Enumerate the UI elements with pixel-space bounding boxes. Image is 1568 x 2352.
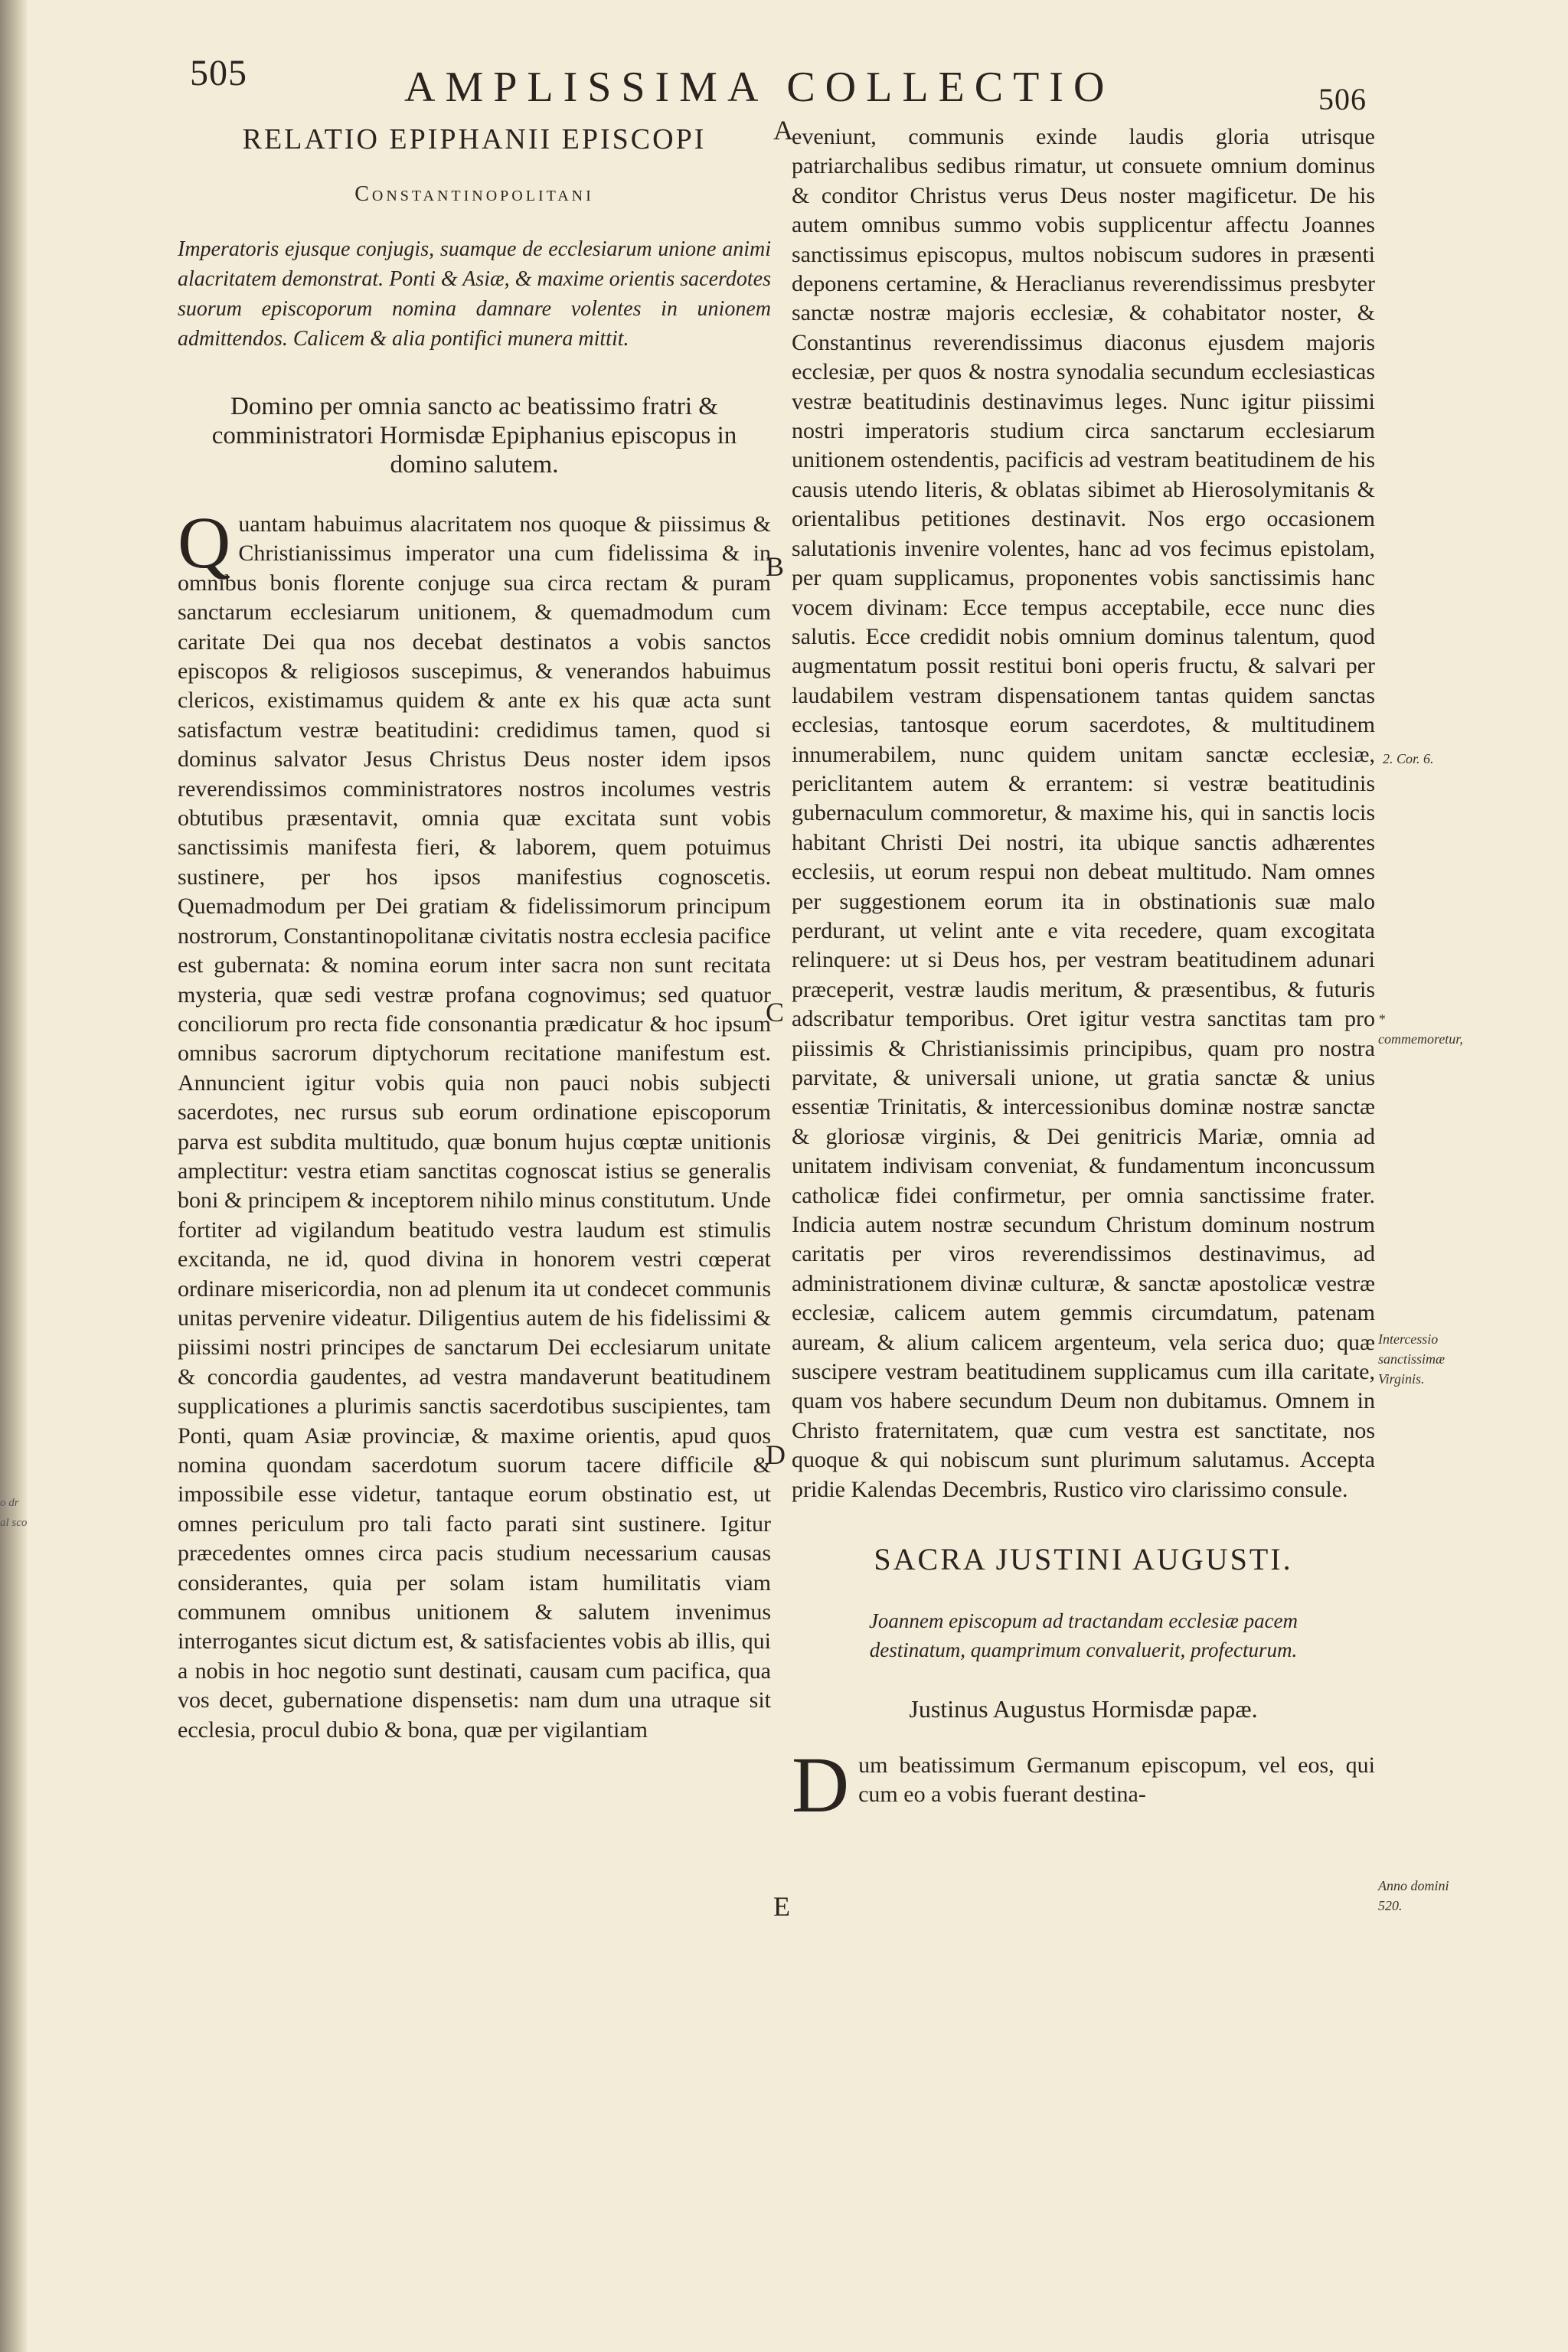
gutter-note: o dr al sco xyxy=(0,1497,28,1529)
left-column xyxy=(178,113,771,1745)
drop-cap-2: D xyxy=(792,1741,850,1830)
book-gutter xyxy=(0,0,28,2352)
margin-note-commemoretur: * commemoretur, xyxy=(1378,1011,1463,1047)
section-subtitle: Constantinopolitani xyxy=(354,182,594,206)
section-title: RELATIO EPIPHANII EPISCOPI xyxy=(242,123,707,155)
section-letter-b: B xyxy=(766,551,785,582)
margin-note-cor: 2. Cor. 6. xyxy=(1383,751,1434,766)
section2-body xyxy=(792,1741,1375,1830)
page-number-left: 505 xyxy=(190,53,247,93)
letter-body-left xyxy=(178,501,771,1745)
section-letter-a: A xyxy=(773,115,793,145)
running-title: AMPLISSIMA COLLECTIO xyxy=(404,64,1115,111)
page-header xyxy=(0,52,1568,116)
section2-salutation: Justinus Augustus Hormisdæ papæ. xyxy=(909,1695,1258,1723)
section-letter-e: E xyxy=(773,1891,790,1922)
drop-cap: Q xyxy=(178,501,231,583)
section2-text: um beatissimum Germanum episcopum, vel eos, qui cum eo a vobis fuerant destina- xyxy=(858,1753,1375,1808)
letter-text-right: eveniunt, communis exinde laudis gloria utrisque patriarchalibus sedibus rimatur, ut consuete omnium dominus & conditor Christus verus Deus noster magificetur. De his autem omnibus summo vobis supplicentur affectu Joannes sanctissimus episcopus, multos nobiscum sudores in præsenti deponens certamine, & Heraclianus reverendissimus presbyter sanctæ nostræ majoris ecclesiæ, & cohabitator noster, & Constantinus reverendissimus diaconus ejusdem majoris ecclesiæ, per quos & nostra synodalia secundum ecclesiasticas vestræ beatitudinis destinavimus leges. Nunc igitur piissimi nostri imperatoris studium circa sanctarum ecclesiarum unitionem ostendentis, pacificis ad vestram beatitudinem de his causis utendo literis, & oblatas sibimet ab Hierosolymitanis & orientalibus petitiones destinavit. Nos ergo occasionem salutationis invenire volentes, hanc ad vos fecimus epistolam, per quam supplicamus, proponentes vobis sanctissimis hanc vocem divinam: Ecce tempus acceptabile, ecce nunc dies salutis. Ecce credidit nobis omnium dominus talentum, quod augmentatum possit restitui boni operis fructu, & salvari per laudabilem vestram dispensationem tantas quidem sanctas ecclesias, tantosque eorum sacerdotes, & multitudinem innumerabilem, nunc quidem unitam sanctæ ecclesiæ, periclitantem autem & errantem: si vestræ beatitudinis gubernaculum commoretur, & maxime his, qui in sanctis locis habitant Christi Dei nostri, ita ubique sanctis adhærentes ecclesiis, ut eorum respui non debeat multitudo. Nam omnes per suggestionem eorum ita in obstinationis suæ malo perdurant, ut velint ante e vita recedere, quam excogitata relinquere: ut si Deus hos, per vestram beatitudinem adunari præceperit, vestræ laudis meritum, & præsentibus, & futuris adscribatur temporibus. Oret igitur vestra sanctitas tam pro piissimis & Christianissimis principibus, quam pro nostra parvitate, & universali unione, ut gratia sanctæ & unius essentiæ Trinitatis, & intercessionibus dominæ nostræ sanctæ & gloriosæ virginis, & Dei genitricis Mariæ, omnia ad unitatem indivisam conveniat, & fundamentum inconcussum catholicæ fidei confirmetur, per omnia sanctissime frater. Indicia autem nostræ secundum Christum dominum nostrum caritatis per viros reverendissimos destinavimus, ad administrationem divinæ culturæ, & sanctæ apostolicæ vestræ ecclesiæ, calicem autem gemmis circumdatum, patenam auream, & alium calicem argenteum, vela serica duo; quæ suscipere vestram beatitudinem supplicamus cum illa caritate, quam vos habere secundum Deum non dubitamus. Omnem in Christo fraternitatem, quæ cum vestra est sanctitate, nos quoque & qui nobiscum sunt plurimum salutamus. Accepta pridie Kalendas Decembris, Rustico viro clarissimo consule. xyxy=(792,124,1375,1502)
right-column xyxy=(792,113,1375,1830)
section-letter-c: C xyxy=(766,997,785,1027)
section2-argument: Joannem episcopum ad tractandam ecclesiæ pacem destinatum, quamprimum convaluerit, profecturum. xyxy=(868,1609,1298,1662)
section-letter-d: D xyxy=(766,1439,786,1470)
letter-text-left: uantam habuimus alacritatem nos quoque & piissimus & Christianissimus imperator una cum fidelissima & in omnibus bonis florente conjuge sua circa rectam & puram sanctarum ecclesiarum unitionem, & quemadmodum cum caritate Dei qua nos decebat destinatos a vobis sanctos episcopos & religiosos suscepimus, & venerandos habuimus clericos, existimamus quidem & ante ex his quæ acta sunt satisfactum vestræ beatitudini: credidimus tamen, quod si dominus salvator Jesus Christus Deus noster idem ipsos reverendissimos comministratores nostros incolumes vestris obtutibus præsentavit, omnia quæ excitata sunt vobis sanctissimis manifesta fieri, & laborem, quem potuimus sustinere, per hos ipsos manifestius cognoscetis. Quemadmodum per Dei gratiam & fidelissimorum principum nostrorum, Constantinopolitanæ civitatis nostra ecclesia pacifice est gubernata: & nomina eorum inter sacra non sunt recitata mysteria, quæ sedi vestræ profana cognovimus; sed quatuor conciliorum pro recta fide consonantia prædicatur & hoc ipsum omnibus sacrorum diptychorum recitatione manifestum est. Annuncient igitur vobis quia non pauci nobis subjecti sacerdotes, nec rursus sub eorum ordinatione episcoporum parva est subdita multitudo, quæ bonum hujus cœptæ unitionis amplectitur: vestra etiam sanctitas cognoscat istius se generalis boni & principem & inceptorem nihilo minus constitutum. Unde fortiter ad vigilandum beatitudo vestra laudum est stimulis excitanda, ne id, quod divina in honorem vestri cœperat ordinare misericordia, non ad plenum ita ut condecet communis unitas pervenire videatur. Diligentius autem de his fidelissimi & piissimi nostri principes de sanctarum Dei ecclesiarum unitate & concordia gaudentes, ad vestra mandaverunt beatitudinem supplicationes a plurimis sanctis sacerdotibus suscipientes, tam Ponti, quam Asiæ provinciæ, & maxime orientis, apud quos nomina quondam sacerdotum suorum tacere difficile & impossibile esse videtur, tantaque eorum obstinatio est, ut omnes periculum pro tali facto parati sint sustinere. Igitur præcedentes omnes circa pacis studium necessarium causas considerantes, quia per solam istam humilitatis viam communem omnibus unitionem & salutem invenimus interrogantes sicut dictum est, & satisfacientes vobis ab illis, qui a nobis in hoc negotio sunt destinati, causam cum pacifica, qua vos decet, gubernatione dispensetis: nam dum una utraque sit ecclesia, procul dubio & bona, quæ per vigilantiam xyxy=(178,511,771,1743)
letter-salutation: Domino per omnia sancto ac beatissimo fratri & comministratori Hormisdæ Epiphanius episcopus in domino salutem. xyxy=(211,393,737,479)
section2-title: SACRA JUSTINI AUGUSTI. xyxy=(874,1542,1293,1577)
section-argument: Imperatoris ejusque conjugis, suamque de ecclesiarum unione animi alacritatem demonstrat. Ponti & Asiæ, & maxime orientis sacerdotes suorum episcoporum nomina damnare volentes in unionem admittendos. Calicem & alia pontifici munera mittit. xyxy=(178,237,771,351)
page-number-right: 506 xyxy=(1318,82,1367,116)
margin-note-intercessio: Intercessio sanctissimæ Virginis. xyxy=(1378,1331,1446,1387)
letter-body-right xyxy=(792,122,1375,1504)
margin-note-anno: Anno domini 520. xyxy=(1378,1878,1449,1913)
